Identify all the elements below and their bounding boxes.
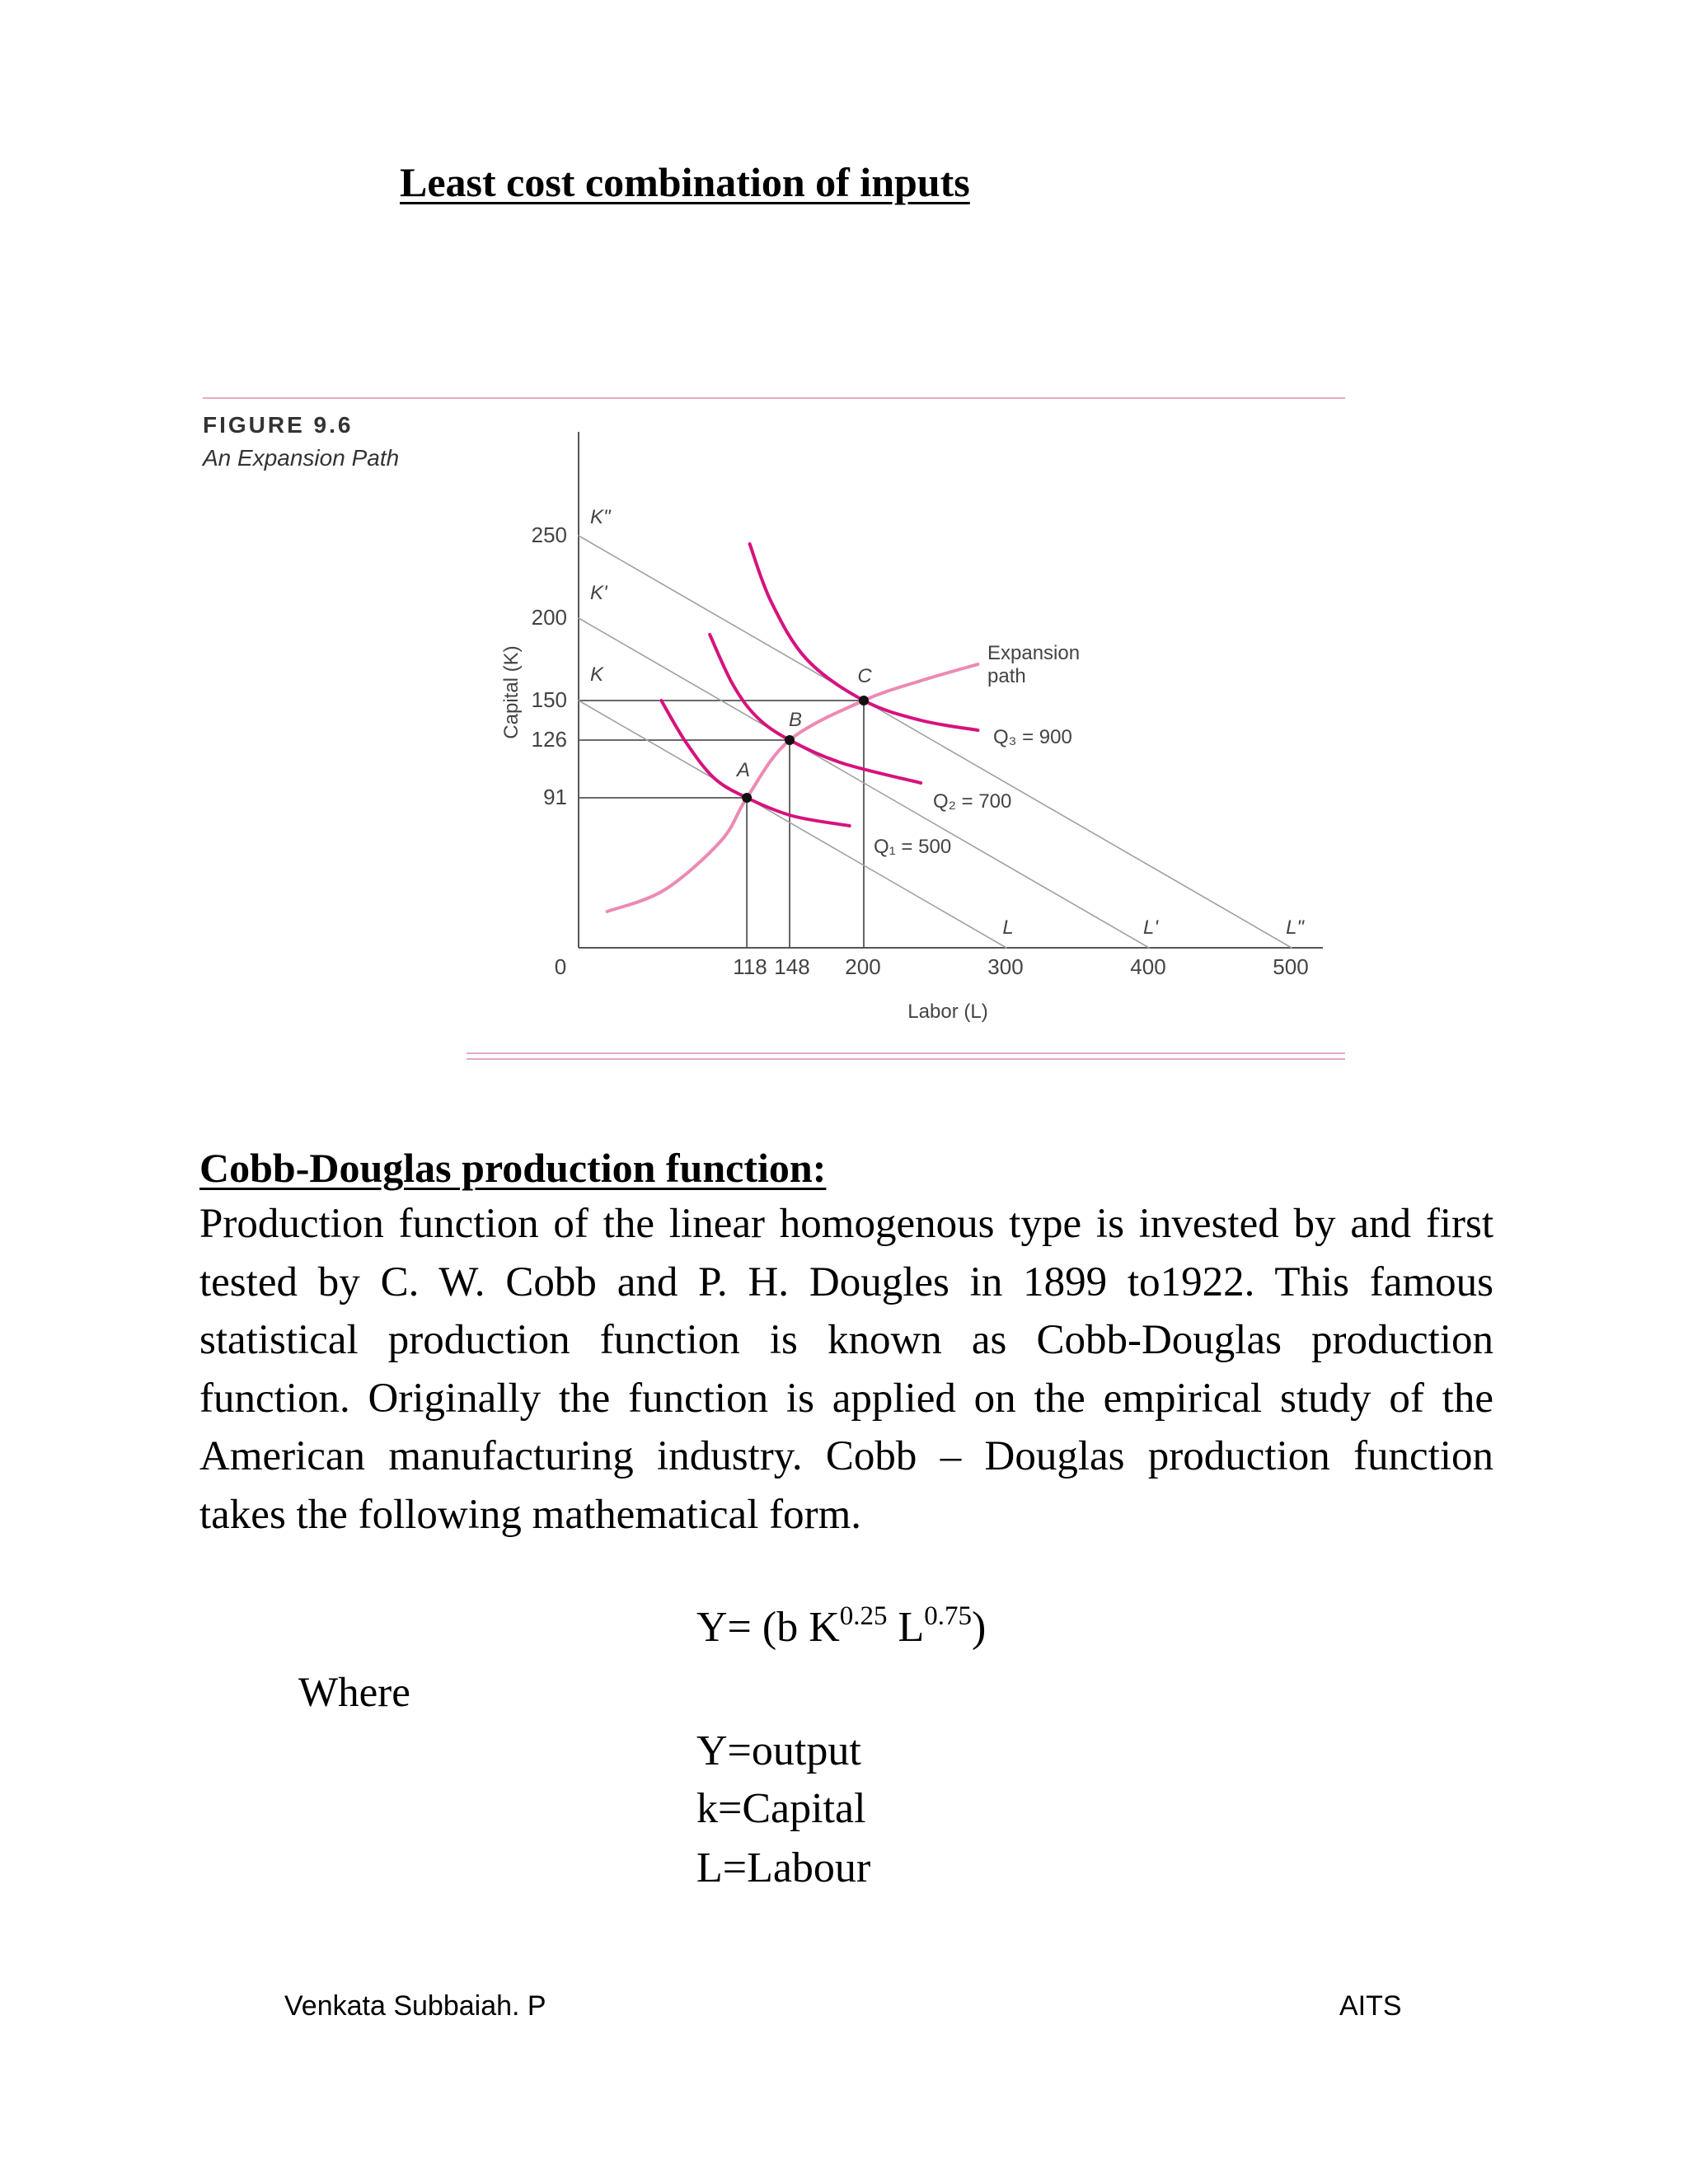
expansion-path-label-line2: path [987, 665, 1026, 687]
isocost-label-k: K [590, 663, 604, 686]
isoquant-label-q2: Q₂ = 700 [933, 790, 1012, 813]
plot-area [579, 536, 1292, 948]
figure-number: FIGURE 9.6 [203, 412, 354, 438]
point-label-a: A [736, 759, 751, 781]
x-tick-118: 118 [733, 954, 767, 979]
definition-labour: L=Labour [696, 1844, 871, 1891]
formula-suffix: ) [972, 1604, 987, 1651]
origin-label: 0 [554, 954, 567, 979]
point-label-c: C [857, 665, 872, 687]
x-tick-148: 148 [774, 954, 810, 979]
y-tick-250: 250 [531, 523, 567, 547]
cobb-douglas-formula [696, 1603, 986, 1652]
isoquant-label-q3: Q₃ = 900 [993, 726, 1072, 748]
isocost-label-l-prime: L' [1143, 916, 1158, 939]
y-axis-label: Capital (K) [500, 645, 523, 739]
expansion-path-figure [190, 387, 1360, 1096]
y-tick-126: 126 [531, 727, 567, 752]
x-tick-300: 300 [987, 954, 1024, 979]
point-c [859, 696, 869, 705]
point-b [785, 735, 795, 745]
isoquant-label-q1: Q₁ = 500 [874, 836, 952, 858]
formula-mid: L [887, 1604, 925, 1651]
expansion-path-label: Expansion [987, 642, 1081, 664]
point-a [742, 793, 752, 803]
formula-prefix: Y= (b K [696, 1604, 840, 1651]
x-tick-200: 200 [845, 954, 881, 979]
body-paragraph: Production function of the linear homogenous type is invested by and first tested by C. W. Cobb and P. H. Dougles in 1899 to1922. This famous statistical production function is known as Cobb-Douglas production function. Originally the function is applied on the empirical study of the American manufacturing industry. Cobb – Douglas production function takes the following mathematical form. [199, 1201, 1493, 1538]
isocost-label-k-prime: K' [590, 582, 607, 604]
isocost-label-l-double-prime: L" [1286, 916, 1304, 939]
formula-exp-k: 0.25 [839, 1601, 888, 1631]
isocost-label-l: L [1002, 916, 1014, 939]
formula-exp-l: 0.75 [924, 1601, 973, 1631]
y-tick-200: 200 [531, 605, 567, 630]
footer-author: Venkata Subbaiah. P [284, 1990, 546, 2022]
y-tick-91: 91 [543, 785, 567, 809]
isocost-label-k-double-prime: K" [590, 506, 611, 528]
x-tick-400: 400 [1130, 954, 1166, 979]
y-tick-150: 150 [531, 687, 567, 712]
x-tick-500: 500 [1273, 954, 1309, 979]
section-heading: Cobb-Douglas production function: [199, 1145, 827, 1191]
point-label-b: B [788, 709, 803, 731]
page-title: Least cost combination of inputs [400, 159, 970, 205]
figure-caption: An Expansion Path [203, 445, 400, 471]
x-axis-label: Labor (L) [907, 1001, 988, 1023]
definition-output: Y=output [696, 1727, 861, 1774]
definition-capital: k=Capital [696, 1785, 866, 1832]
where-label: Where [298, 1670, 410, 1716]
footer-institution: AITS [1339, 1990, 1402, 2022]
